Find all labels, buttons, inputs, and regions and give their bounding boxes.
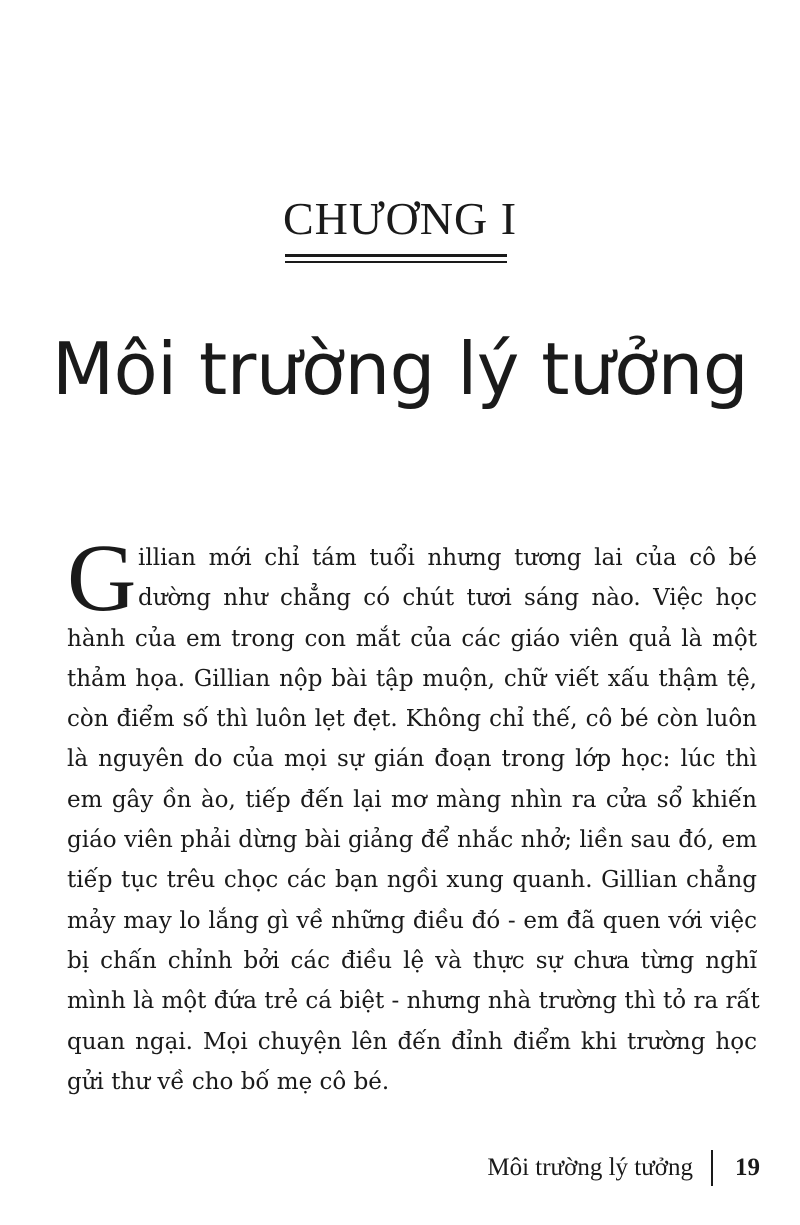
body-line: illian mới chỉ tám tuổi nhưng tương lai của cô bé <box>138 545 757 571</box>
body-line: là nguyên do của mọi sự gián đoạn trong lớp học: lúc thì <box>67 746 757 773</box>
body-line: quan ngại. Mọi chuyện lên đến đỉnh điểm khi trường học <box>67 1028 757 1055</box>
running-title: Môi trường lý tưởng <box>487 1154 693 1181</box>
chapter-rule-bottom <box>285 261 507 263</box>
chapter-rule-top <box>285 254 507 257</box>
body-line: gửi thư về cho bố mẹ cô bé. <box>67 1068 390 1095</box>
chapter-label: CHƯƠNG I <box>282 193 518 244</box>
body-line: còn điểm số thì luôn lẹt đẹt. Không chỉ thế, cô bé còn luôn <box>67 706 757 733</box>
footer-divider <box>711 1150 713 1186</box>
body-line: bị chấn chỉnh bởi các điều lệ và thực sự chưa từng nghĩ <box>67 947 757 974</box>
body-paragraph <box>67 538 760 1102</box>
body-line: dường như chẳng có chút tươi sáng nào. Việc học <box>138 585 757 612</box>
drop-cap: G <box>67 524 137 631</box>
page-footer <box>487 1150 760 1186</box>
chapter-title: Môi trường lý tưởng <box>51 327 749 411</box>
body-line: giáo viên phải dừng bài giảng để nhắc nhở; liền sau đó, em <box>67 827 757 854</box>
body-line: em gây ồn ào, tiếp đến lại mơ màng nhìn ra cửa sổ khiến <box>67 786 757 813</box>
body-line: hành của em trong con mắt của các giáo viên quả là một <box>67 625 757 652</box>
page-number: 19 <box>735 1154 760 1181</box>
body-line: mình là một đứa trẻ cá biệt - nhưng nhà trường thì tỏ ra rất <box>67 988 760 1015</box>
body-line: mảy may lo lắng gì về những điều đó - em đã quen với việc <box>67 907 757 934</box>
body-line: thảm họa. Gillian nộp bài tập muộn, chữ viết xấu thậm tệ, <box>67 665 757 692</box>
body-line: tiếp tục trêu chọc các bạn ngồi xung quanh. Gillian chẳng <box>67 867 757 894</box>
